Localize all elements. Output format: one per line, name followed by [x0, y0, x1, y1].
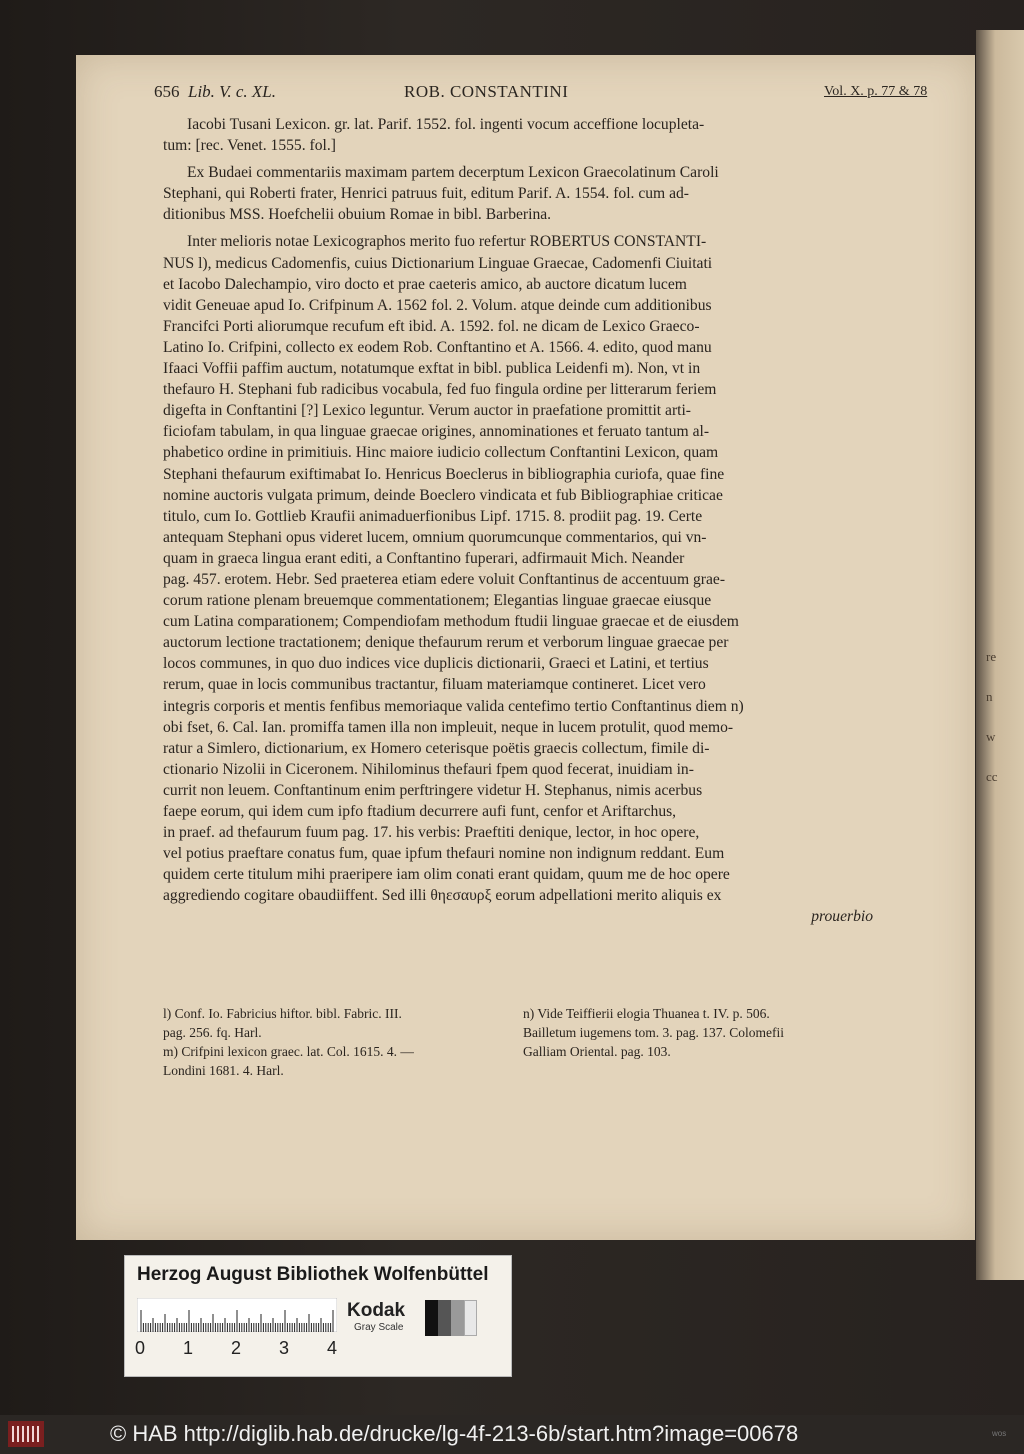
text-line: tum: [rec. Venet. 1555. fol.]: [163, 137, 336, 155]
text-line: ratur a Simlero, dictionarium, ex Homero ceterisque poëtis graecis collectum, fimile di-: [163, 739, 710, 757]
paragraph: [163, 162, 873, 225]
text-line: obi fset, 6. Cal. Ian. promiffa tamen illa non impleuit, neque in lucem protulit, quod memo-: [163, 718, 734, 736]
footnote-line: l) Conf. Io. Fabricius hiftor. bibl. Fabric. III.: [163, 1006, 402, 1021]
text-line: currit non leuem. Conftantinum enim perftringere videtur H. Stephanus, nimis acerbus: [163, 781, 703, 799]
text-line: thefauro H. Stephani fub radicibus vocabula, fed fuo fingula ordine per litterarum feriem: [163, 381, 717, 399]
paragraph: [163, 114, 873, 156]
text-line: ditionibus MSS. Hoefchelii obuium Romae in bibl. Barberina.: [163, 206, 552, 224]
footer-bar: [0, 1415, 1024, 1454]
text-line: quam in graeca lingua erant editi, a Conftantino fuperari, adfirmauit Mich. Neander: [163, 549, 685, 567]
text-line: cum Latina comparationem; Compendiofam methodum ftudii linguae graecae et de eiusdem: [163, 613, 739, 631]
text-line: Inter melioris notae Lexicographos merito fuo refertur ROBERTUS CONSTANTI-: [187, 233, 707, 251]
section-ref: Lib. V. c. XL.: [188, 82, 277, 101]
text-line: vel potius praeftare conatus fum, quae ipfum thefauri nomine non indignum reddant. Eum: [163, 845, 725, 863]
copyright-url: © HAB http://diglib.hab.de/drucke/lg-4f-213-6b/start.htm?image=00678: [110, 1421, 799, 1446]
text-line: Ifaaci Voffii paffim auctum, notatumque exftat in bibl. publica Leidenfi m). Non, vt in: [163, 360, 701, 378]
text-line: aggrediendo cogitare obaudiiffent. Sed illi θηεσαυρξ eorum adpellationi merito aliquis ex: [163, 887, 722, 905]
footnotes-left: [163, 1004, 513, 1080]
text-line: Ex Budaei commentariis maximam partem decerptum Lexicon Graecolatinum Caroli: [187, 164, 719, 182]
footnotes: [163, 1004, 873, 1084]
text-line: titulo, cum Io. Gottlieb Kraufii animaduerfionibus Lipf. 1715. 8. prodiit pag. 19. Certe: [163, 507, 703, 525]
volume-ref: Vol. X. p. 77 & 78: [824, 84, 928, 99]
text-line: phabetico ordine in primitiuis. Hinc maiore iudicio collectum Conftantini Lexicon, quam: [163, 444, 719, 462]
text-line: quidem certe titulum mihi praeripere iam olim conati erant quidam, quum me de hoc opere: [163, 866, 730, 884]
paragraph: [163, 231, 873, 927]
running-title: ROB. CONSTANTINI: [404, 82, 569, 101]
text-line: antequam Stephani opus videret lucem, omnium quorumcunque commentarios, qui vn-: [163, 528, 707, 546]
text-line: rerum, quae in locis communibus tractantur, filuam materiamque contineret. Licet vero: [163, 676, 706, 694]
footnote-line: Bailletum iugemens tom. 3. pag. 137. Colomefii: [523, 1025, 784, 1040]
ruler-number: 1: [183, 1338, 194, 1358]
text-line: vidit Geneuae apud Io. Crifpinum A. 1562 fol. 2. Volum. atque deinde cum additionibus: [163, 296, 712, 314]
text-line: et Iacobo Dalechampio, viro docto et prae caeteris amico, ab auctore dicatum lucem: [163, 275, 687, 293]
footnotes-right: [523, 1004, 873, 1061]
kodak-subtitle: Gray Scale: [354, 1322, 404, 1333]
text-line: corum ratione plenam breuemque commentationem; Elegantias linguae graecae eiusque: [163, 592, 712, 610]
text-line: auctorum lectione tractationem; denique thefaurum rerum et verborum linguae graecae per: [163, 634, 729, 652]
main-text: [163, 114, 873, 934]
ruler-number: 0: [135, 1338, 146, 1358]
text-line: pag. 457. erotem. Hebr. Sed praeterea etiam edere voluit Conftantinus de accentuum grae-: [163, 570, 726, 588]
text-line: prouerbio: [811, 908, 873, 926]
ruler-scale: [137, 1298, 337, 1332]
ruler-number: 2: [231, 1338, 242, 1358]
text-line: Stephani thefaurum exiftimabat Io. Henricus Boeclerus in bibliographia curiofa, quae fine: [163, 465, 725, 483]
text-line: nomine auctoris vulgata primum, deinde Boeclero vindicata et fub Bibliographiae criticae: [163, 486, 723, 504]
text-line: NUS l), medicus Cadomenfis, cuius Dictionarium Linguae Graecae, Cadomenfi Ciuitati: [163, 254, 713, 272]
page-number: 656: [154, 82, 180, 101]
text-line: faepe eorum, qui idem cum ipfo ftadium decurrere aufi funt, cenfor et Ariftarchus,: [163, 803, 677, 820]
text-line: ctionario Nizolii in Ciceronem. Nihilominus thefauri fpem quod fecerat, inuidiam in-: [163, 760, 694, 778]
gray-scale-patches: [425, 1300, 477, 1336]
adjacent-page-edge: re n w cc: [976, 30, 1024, 1280]
text-line: Francifci Porti aliorumque recufum eft ibid. A. 1592. fol. ne dicam de Lexico Graeco-: [163, 317, 700, 335]
footnote-line: n) Vide Teiffierii elogia Thuanea t. IV. p. 506.: [523, 1006, 770, 1021]
footnote-line: m) Crifpini lexicon graec. lat. Col. 1615. 4. —: [163, 1044, 414, 1059]
text-line: digefta in Conftantini [?] Lexico leguntur. Verum auctor in praefatione promittit arti-: [163, 402, 692, 420]
library-color-card: [124, 1255, 512, 1377]
text-line: ficiofam tabulam, in qua linguae graecae origines, annominationes et feruato tantum al-: [163, 423, 710, 441]
footnote-line: Galliam Oriental. pag. 103.: [523, 1044, 671, 1059]
hab-logo-icon: [8, 1421, 44, 1447]
footer-mark: wos: [992, 1429, 1007, 1438]
library-name: Herzog August Bibliothek Wolfenbüttel: [137, 1264, 489, 1285]
ruler-number: 4: [327, 1338, 338, 1358]
text-line: integris corporis et mentis fenfibus memoriaque valida centefimo tertio Conftantinus diem n): [163, 697, 744, 715]
text-line: locos communes, in quo duo indices vice duplicis dictionarii, Graeci et Latini, et tertius: [163, 655, 709, 673]
text-line: in praef. ad thefaurum fuum pag. 17. his verbis: Praeftiti denique, lector, in hoc opere,: [163, 824, 700, 842]
text-line: Iacobi Tusani Lexicon. gr. lat. Parif. 1552. fol. ingenti vocum acceffione locupleta-: [187, 116, 705, 133]
text-line: Latino Io. Crifpini, collecto ex eodem Rob. Conftantino et A. 1566. 4. edito, quod manu: [163, 338, 712, 356]
text-line: Stephani, qui Roberti frater, Henrici patruus fuit, editum Parif. A. 1554. fol. cum ad-: [163, 185, 689, 203]
footnote-line: Londini 1681. 4. Harl.: [163, 1063, 284, 1078]
ruler-number: 3: [279, 1338, 290, 1358]
kodak-logo: Kodak: [347, 1300, 406, 1321]
footnote-line: pag. 256. fq. Harl.: [163, 1025, 262, 1040]
